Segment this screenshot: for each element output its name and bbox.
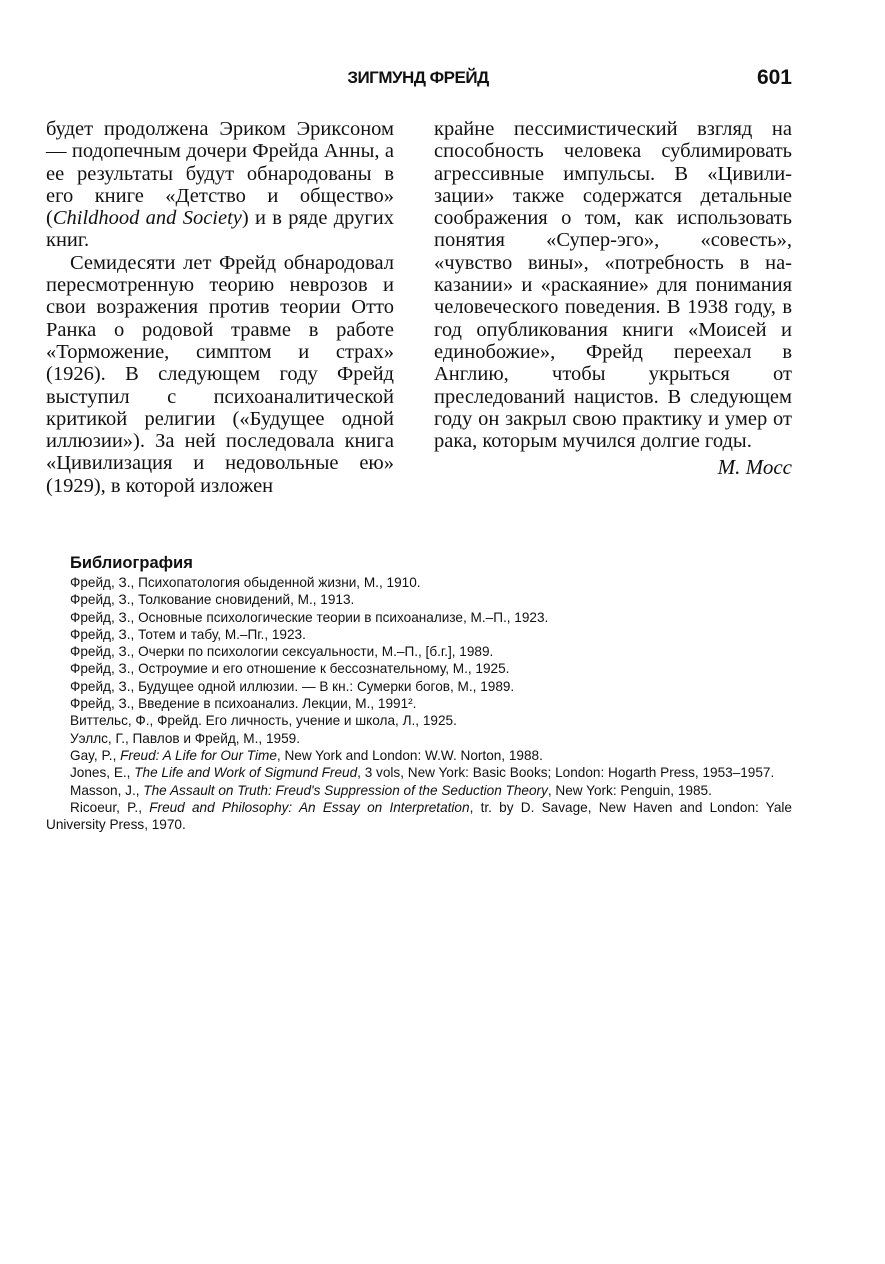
entry-title: Freud and Philosophy: An Essay on Interpretation xyxy=(149,799,470,815)
bibliography-entry: Masson, J., The Assault on Truth: Freud's Suppression of the Seduction Theory, New York: Penguin, 1985. xyxy=(70,782,712,798)
bibliography-entry: Ricoeur, P., Freud and Philosophy: An Essay on Interpretation, tr. by D. Savage, New Haven and London: Yale University Press, 1970. xyxy=(46,799,792,833)
bibliography-entry: Фрейд, З., Будущее одной иллюзии. — В кн.: Сумерки богов, М., 1989. xyxy=(70,678,515,694)
right-paragraph-1: крайне пессимистический взгляд на способность человека сублимировать агрессивные импульсы. В «Цивилизации» также содержатся детальные соображения о том, как использовать понятия «Супер-эго», «совесть», «чувство вины», «потребность в наказании» и «раскаяние» для понимания человеческого поведения. В 1938 году, в год опубликования книги «Моисей и единобожие», Фрейд переехал в Англию, чтобы укрыться от преследований нацистов. В следующем году он закрыл свою практику и умер от рака, которым мучился долгие годы. xyxy=(434,118,792,453)
author-signature: М. Мосс xyxy=(717,455,792,480)
entry-title: The Assault on Truth: Freud's Suppression of the Seduction Theory xyxy=(143,782,548,798)
page-number: 601 xyxy=(756,66,792,89)
running-title: ЗИГМУНД ФРЕЙД xyxy=(347,68,489,87)
right-column xyxy=(434,118,792,482)
entry-title: Freud: A Life for Our Time xyxy=(120,747,277,763)
bibliography-entry: Фрейд, З., Основные психологические теории в психоанализе, М.–П., 1923. xyxy=(70,609,549,625)
left-paragraph-2: Семидесяти лет Фрейд обнародовал пересмотренную теорию неврозов и свои возражения против теории Отто Ранка о родовой травме в работе «Торможение, симптом и страх» (1926). В следующем году Фрейд выступил с психоаналитической критикой религии («Будущее одной иллюзии»). За ней последовала книга «Цивилизация и недовольные ею» (1929), в которой изложен xyxy=(46,251,394,497)
bibliography-entry: Gay, P., Freud: A Life for Our Time, New York and London: W.W. Norton, 1988. xyxy=(70,747,543,763)
bibliography-entry: Фрейд, З., Остроумие и его отношение к бессознательному, М., 1925. xyxy=(70,661,510,677)
book-title-italic: Childhood and Society xyxy=(52,207,242,230)
bibliography-entry: Фрейд, З., Тотем и табу, М.–Пг., 1923. xyxy=(70,626,306,642)
left-column xyxy=(46,118,394,497)
bibliography-entry: Уэллс, Г., Павлов и Фрейд, М., 1959. xyxy=(70,730,300,746)
bibliography-heading: Библиография xyxy=(70,554,193,572)
bibliography-entry: Фрейд, З., Введение в психоанализ. Лекции, М., 1991². xyxy=(70,696,417,712)
left-paragraph-1 xyxy=(46,118,394,252)
bibliography-entry: Фрейд, З., Психопатология обыденной жизни, М., 1910. xyxy=(70,575,421,590)
bibliography-entry: Фрейд, З., Толкование сновидений, М., 1913. xyxy=(70,592,355,608)
page-header xyxy=(44,68,792,94)
bibliography-entry: Виттельс, Ф., Фрейд. Его личность, учение и школа, Л., 1925. xyxy=(70,713,457,729)
entry-title: The Life and Work of Sigmund Freud xyxy=(134,765,358,781)
bibliography xyxy=(46,553,792,833)
bibliography-entry: Фрейд, З., Очерки по психологии сексуальности, М.–П., [б.г.], 1989. xyxy=(70,644,494,660)
bibliography-list xyxy=(46,574,792,833)
left-paragraph-1-text: будет продолжена Эриком Эриксоном — подопечным дочери Фрейда Анны, а ее результаты будут обнародованы в его книге «Детство и общество» (Childhood and Society) и в ряде других книг. xyxy=(46,118,394,252)
bibliography-entry: Jones, E., The Life and Work of Sigmund Freud, 3 vols, New York: Basic Books; London: Hogarth Press, 1953–1957. xyxy=(70,765,775,781)
